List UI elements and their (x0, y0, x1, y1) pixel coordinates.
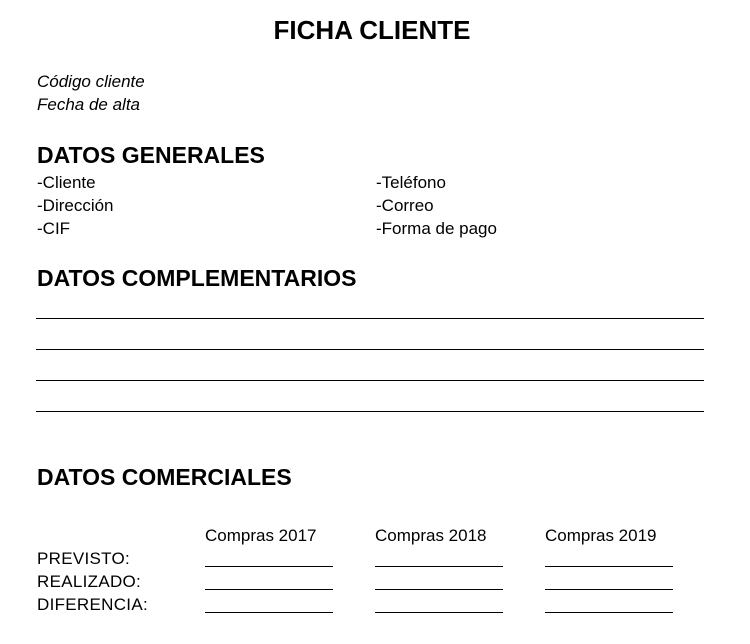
field-correo: -Correo (376, 196, 434, 215)
row-label-previsto: PREVISTO: (37, 549, 131, 568)
diferencia-2019-blank (545, 612, 673, 613)
commercial-data-heading: DATOS COMERCIALES (37, 464, 292, 490)
previsto-2018-blank (375, 566, 503, 567)
complementary-line (36, 380, 704, 381)
column-header-2019: Compras 2019 (545, 526, 657, 545)
field-cliente: -Cliente (37, 173, 96, 192)
complementary-line (36, 349, 704, 350)
registration-date-label: Fecha de alta (37, 95, 141, 114)
diferencia-2018-blank (375, 612, 503, 613)
complementary-line (36, 318, 704, 319)
general-data-heading: DATOS GENERALES (37, 142, 265, 168)
previsto-2019-blank (545, 566, 673, 567)
realizado-2018-blank (375, 589, 503, 590)
field-direccion: -Dirección (37, 196, 114, 215)
complementary-line (36, 411, 704, 412)
client-code-label: Código cliente (37, 72, 145, 91)
column-header-2018: Compras 2018 (375, 526, 487, 545)
previsto-2017-blank (205, 566, 333, 567)
field-forma-de-pago: -Forma de pago (376, 219, 497, 238)
form-title: FICHA CLIENTE (273, 15, 471, 45)
column-header-2017: Compras 2017 (205, 526, 317, 545)
field-cif: -CIF (37, 219, 71, 238)
realizado-2017-blank (205, 589, 333, 590)
complementary-data-heading: DATOS COMPLEMENTARIOS (37, 265, 357, 291)
diferencia-2017-blank (205, 612, 333, 613)
row-label-realizado: REALIZADO: (37, 572, 142, 591)
realizado-2019-blank (545, 589, 673, 590)
row-label-diferencia: DIFERENCIA: (37, 595, 148, 614)
field-telefono: -Teléfono (376, 173, 446, 192)
